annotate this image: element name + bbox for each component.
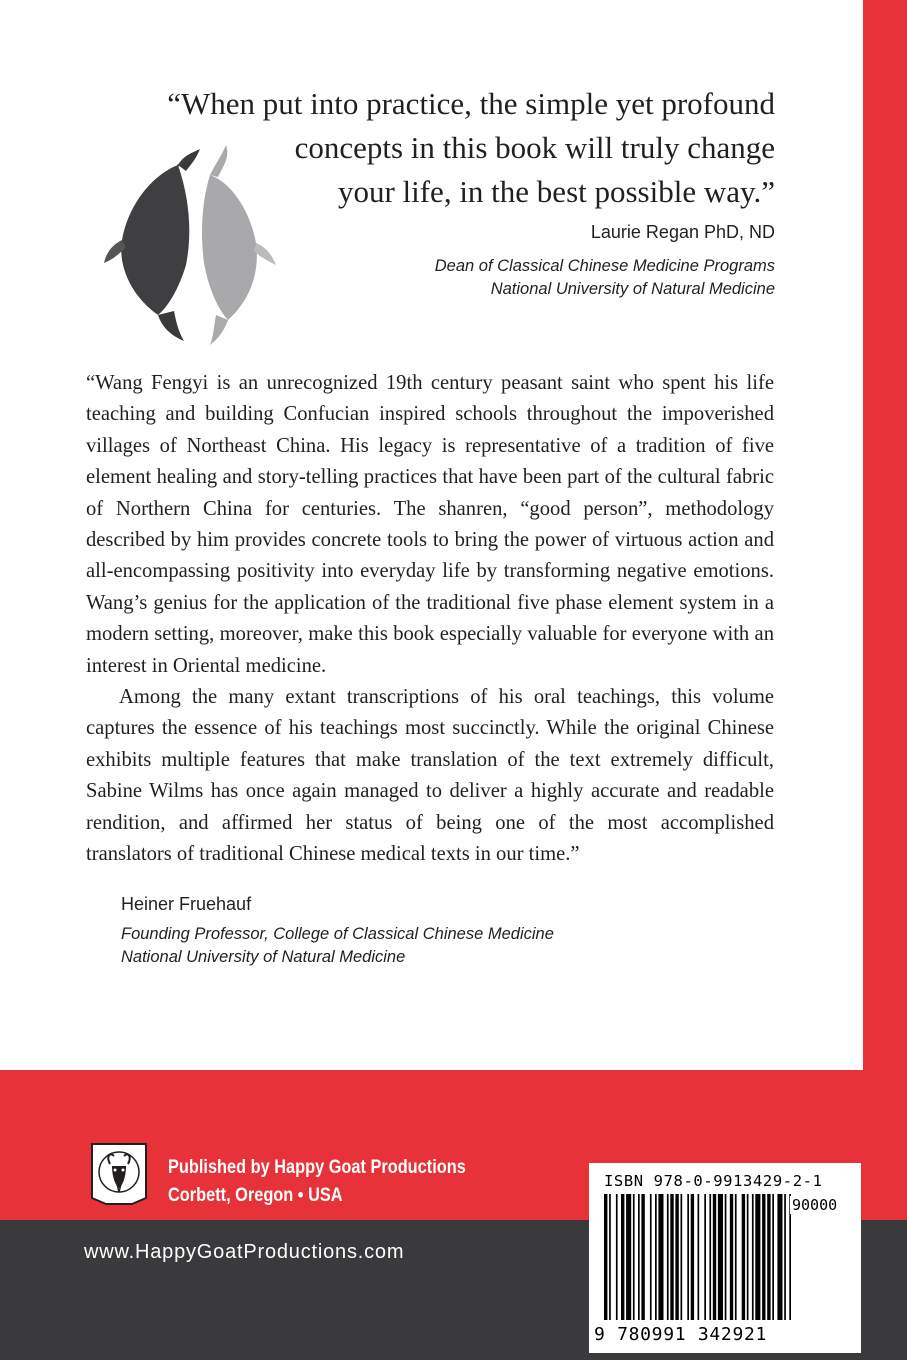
barcode-bar bbox=[675, 1194, 678, 1320]
quote-author-role bbox=[435, 255, 775, 301]
role-line: Founding Professor, College of Classical Chinese Medicine bbox=[121, 925, 554, 943]
barcode-number: 9 780991 342921 bbox=[594, 1324, 768, 1345]
barcode-bar bbox=[777, 1194, 782, 1320]
role-line: National University of Natural Medicine bbox=[490, 280, 775, 298]
barcode-bar bbox=[626, 1194, 631, 1320]
barcode-bar bbox=[655, 1194, 657, 1320]
barcode-bar bbox=[658, 1194, 663, 1320]
quote-author: Laurie Regan PhD, ND bbox=[590, 222, 775, 242]
role-line: National University of Natural Medicine bbox=[121, 948, 406, 966]
publisher-name: Published by Happy Goat Productions bbox=[168, 1157, 466, 1178]
barcode-bar bbox=[752, 1194, 754, 1320]
role-line: Dean of Classical Chinese Medicine Programs bbox=[434, 257, 775, 275]
barcode-bar bbox=[762, 1194, 765, 1320]
barcode-bar bbox=[784, 1194, 786, 1320]
barcode-bar bbox=[616, 1194, 618, 1320]
barcode-bar bbox=[650, 1194, 652, 1320]
quote-line: concepts in this book will truly change bbox=[294, 130, 775, 165]
barcode-bar bbox=[747, 1194, 749, 1320]
barcode-bar bbox=[691, 1194, 694, 1320]
price-addon: 90000 bbox=[792, 1196, 838, 1214]
barcode-bar bbox=[772, 1194, 774, 1320]
reviewer-name: Heiner Fruehauf bbox=[121, 894, 252, 914]
barcode-bar bbox=[687, 1194, 689, 1320]
barcode-bar bbox=[735, 1194, 737, 1320]
barcode-bar bbox=[718, 1194, 723, 1320]
barcode-bar bbox=[704, 1194, 706, 1320]
barcode-bar bbox=[709, 1194, 711, 1320]
barcode-bar bbox=[725, 1194, 727, 1320]
testimonial-quote bbox=[120, 82, 775, 214]
barcode-bar bbox=[742, 1194, 745, 1320]
isbn-label: ISBN 978-0-9913429-2-1 bbox=[604, 1172, 823, 1190]
review-paragraph: Among the many extant transcriptions of his oral teachings, this volume captures the essence of his teachings most succinctly. While the original Chinese exhibits multiple features that make translation of the text extremely difficult, Sabine Wilms has once again managed to deliver a highly accurate and readable rendition, and affirmed her status of being one of the most accomplished translators of traditional Chinese medical texts in our time.” bbox=[86, 686, 774, 866]
barcode-bar bbox=[641, 1194, 644, 1320]
review-body bbox=[86, 368, 774, 871]
barcode-bar bbox=[755, 1194, 760, 1320]
reviewer-role bbox=[121, 923, 554, 969]
barcode-bar bbox=[667, 1194, 669, 1320]
barcode-bar bbox=[609, 1194, 611, 1320]
barcode-bar bbox=[670, 1194, 673, 1320]
barcode-bar bbox=[730, 1194, 733, 1320]
barcode-bar bbox=[621, 1194, 624, 1320]
publisher-info bbox=[168, 1154, 466, 1210]
goat-logo-icon bbox=[84, 1138, 154, 1208]
publisher-website[interactable]: www.HappyGoatProductions.com bbox=[84, 1241, 405, 1263]
barcode-bar bbox=[604, 1194, 607, 1320]
barcode-bar bbox=[638, 1194, 640, 1320]
barcode-bar bbox=[713, 1194, 716, 1320]
red-edge-strip bbox=[863, 0, 907, 1070]
quote-line: “When put into practice, the simple yet profound bbox=[167, 86, 775, 121]
barcode-bar bbox=[633, 1194, 635, 1320]
review-paragraph: “Wang Fengyi is an unrecognized 19th century peasant saint who spent his life teaching and building Confucian inspired schools throughout the impoverished villages of Northeast China. His legacy is representative of a tradition of five element healing and story-telling practices that have been part of the cultural fabric of Northern China for centuries. The shanren, “good person”, methodology described by him provides concrete tools to bring the power of virtuous action and all-encompassing positivity into everyday life by transforming negative emotions. Wang’s genius for the application of the traditional five phase element system in a modern setting, moreover, make this book especially valuable for everyone with an interest in Oriental medicine. bbox=[86, 372, 774, 677]
barcode-bar bbox=[698, 1194, 700, 1320]
publisher-location: Corbett, Oregon • USA bbox=[168, 1185, 343, 1206]
quote-line: your life, in the best possible way.” bbox=[337, 174, 775, 209]
barcode-bar bbox=[767, 1194, 770, 1320]
barcode-bar bbox=[681, 1194, 683, 1320]
